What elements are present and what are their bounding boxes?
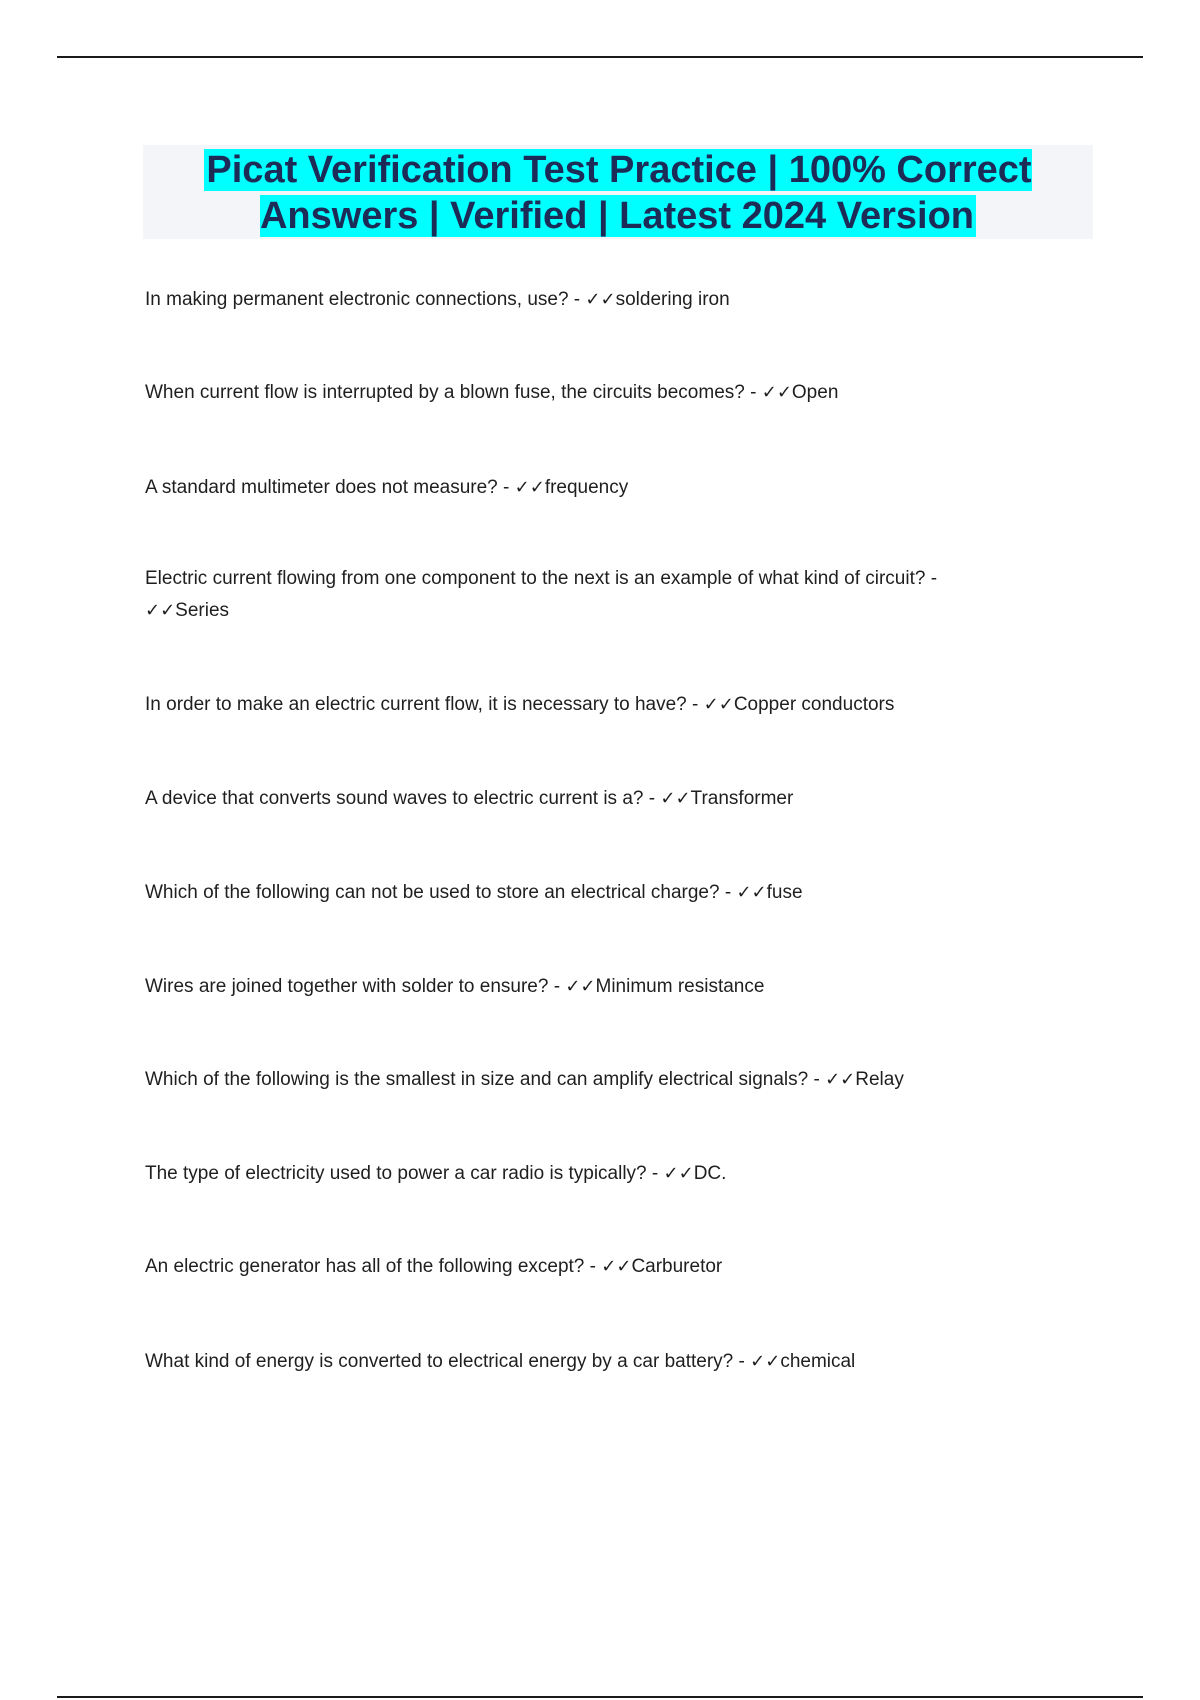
qa-question: What kind of energy is converted to electrical energy by a car battery? [145, 1351, 734, 1372]
check-mark-icon: ✓✓ [514, 477, 545, 498]
qa-separator: - [925, 568, 938, 589]
qa-item [145, 563, 1025, 627]
qa-item [145, 284, 1025, 316]
qa-item [145, 1158, 1025, 1190]
qa-separator: - [568, 289, 586, 310]
qa-answer: Copper conductors [733, 694, 895, 715]
qa-question: In order to make an electric current flow, it is necessary to have? [145, 694, 687, 715]
qa-separator: - [646, 1163, 664, 1184]
qa-answer: Carburetor [631, 1256, 723, 1277]
check-mark-icon: ✓✓ [703, 694, 734, 715]
check-mark-icon: ✓✓ [601, 1256, 632, 1277]
qa-separator: - [686, 694, 704, 715]
qa-question: The type of electricity used to power a car radio is typically? [145, 1163, 647, 1184]
qa-answer: Minimum resistance [595, 976, 765, 997]
check-mark-icon: ✓✓ [736, 882, 767, 903]
check-mark-icon: ✓✓ [761, 382, 792, 403]
qa-separator: - [643, 788, 661, 809]
qa-question: A device that converts sound waves to electric current is a? [145, 788, 644, 809]
qa-answer: chemical [780, 1351, 856, 1372]
check-mark-icon: ✓✓ [145, 600, 176, 621]
check-mark-icon: ✓✓ [750, 1351, 781, 1372]
qa-answer: Transformer [690, 788, 794, 809]
footer-rule [57, 1696, 1143, 1698]
qa-separator: - [808, 1069, 826, 1090]
qa-question: When current flow is interrupted by a blown fuse, the circuits becomes? [145, 382, 745, 403]
qa-separator: - [744, 382, 762, 403]
check-mark-icon: ✓✓ [660, 788, 691, 809]
qa-item [145, 971, 1025, 1003]
check-mark-icon: ✓✓ [663, 1163, 694, 1184]
qa-question: An electric generator has all of the following except? [145, 1256, 585, 1277]
header-rule [57, 56, 1143, 58]
qa-question: Which of the following is the smallest in size and can amplify electrical signals? [145, 1069, 809, 1090]
qa-answer: frequency [544, 477, 629, 498]
qa-item [145, 377, 1025, 409]
check-mark-icon: ✓✓ [565, 976, 596, 997]
qa-answer: DC. [693, 1163, 727, 1184]
qa-item [145, 689, 1025, 721]
document-title [143, 145, 1093, 239]
qa-separator: - [733, 1351, 751, 1372]
qa-separator: - [584, 1256, 602, 1277]
qa-item [145, 1064, 1025, 1096]
qa-item [145, 877, 1025, 909]
qa-item [145, 472, 1025, 504]
check-mark-icon: ✓✓ [585, 289, 616, 310]
qa-answer: fuse [766, 882, 803, 903]
title-box [143, 145, 1093, 239]
qa-answer: Open [791, 382, 839, 403]
qa-separator: - [719, 882, 737, 903]
qa-question: Wires are joined together with solder to ensure? [145, 976, 549, 997]
qa-answer: soldering iron [615, 289, 730, 310]
qa-item [145, 1346, 1025, 1378]
qa-answer: Series [175, 600, 230, 621]
qa-question: Which of the following can not be used to store an electrical charge? [145, 882, 720, 903]
qa-answer: Relay [855, 1069, 904, 1090]
check-mark-icon: ✓✓ [825, 1069, 856, 1090]
qa-question: A standard multimeter does not measure? [145, 477, 498, 498]
qa-question: Electric current flowing from one component to the next is an example of what kind of circuit? [145, 568, 926, 589]
qa-item [145, 783, 1025, 815]
qa-item [145, 1251, 1025, 1283]
qa-separator: - [497, 477, 515, 498]
qa-separator: - [548, 976, 566, 997]
qa-question: In making permanent electronic connections, use? [145, 289, 569, 310]
title-highlight: Picat Verification Test Practice | 100% Correct Answers | Verified | Latest 2024 Version [206, 149, 1032, 237]
